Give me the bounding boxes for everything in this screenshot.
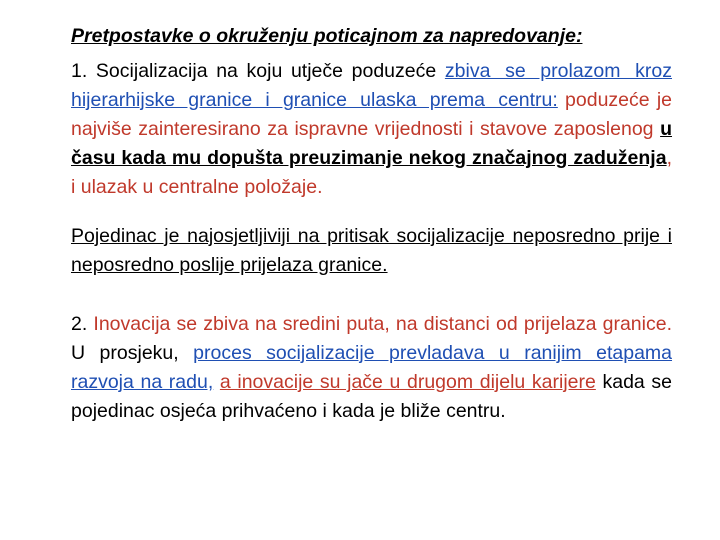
paragraph-osjetljivost: Pojedinac je najosjetljiviji na pritisak socijalizacije neposredno prije i neposredno poslije prijelaza granice.	[71, 225, 672, 276]
p1-boundary-phrase: zbiva se prolazom kroz hijerarhijske granice i granice ulaska prema centru:	[71, 60, 672, 111]
slide-title: Pretpostavke o okruženju poticajnom za napredovanje:	[71, 25, 583, 47]
list-number-2: 2.	[71, 313, 88, 335]
p3-socialization-phrase: proces socijalizacije prevladava u ranijim etapama razvoja na radu,	[71, 342, 673, 393]
p3-ending: kada se pojedinac osjeća prihvaćeno i kada je bliže centru.	[71, 371, 672, 422]
paragraph-socijalizacija	[71, 57, 672, 202]
p3-innovation-phrase: Inovacija se zbiva na sredini puta, na distanci od prijelaza granice.	[93, 313, 672, 335]
p3-innovation-career-phrase: a inovacije su jače u drugom dijelu karijere	[219, 371, 596, 393]
p1-key-phrase: u času kada mu dopušta preuzimanje nekog značajnog zaduženja	[71, 118, 673, 169]
p1-ending: , i ulazak u centralne položaje.	[71, 147, 672, 198]
slide-content	[71, 22, 672, 426]
p1-intro: Socijalizacija na koju utječe poduzeće	[95, 60, 437, 82]
list-number-1: 1.	[71, 60, 88, 82]
paragraph-inovacija	[71, 310, 672, 426]
p1-interest-phrase: poduzeće je najviše zainteresirano za ispravne vrijednosti i stavove zaposlenog	[71, 89, 673, 140]
p3-average: U prosjeku,	[71, 342, 179, 364]
